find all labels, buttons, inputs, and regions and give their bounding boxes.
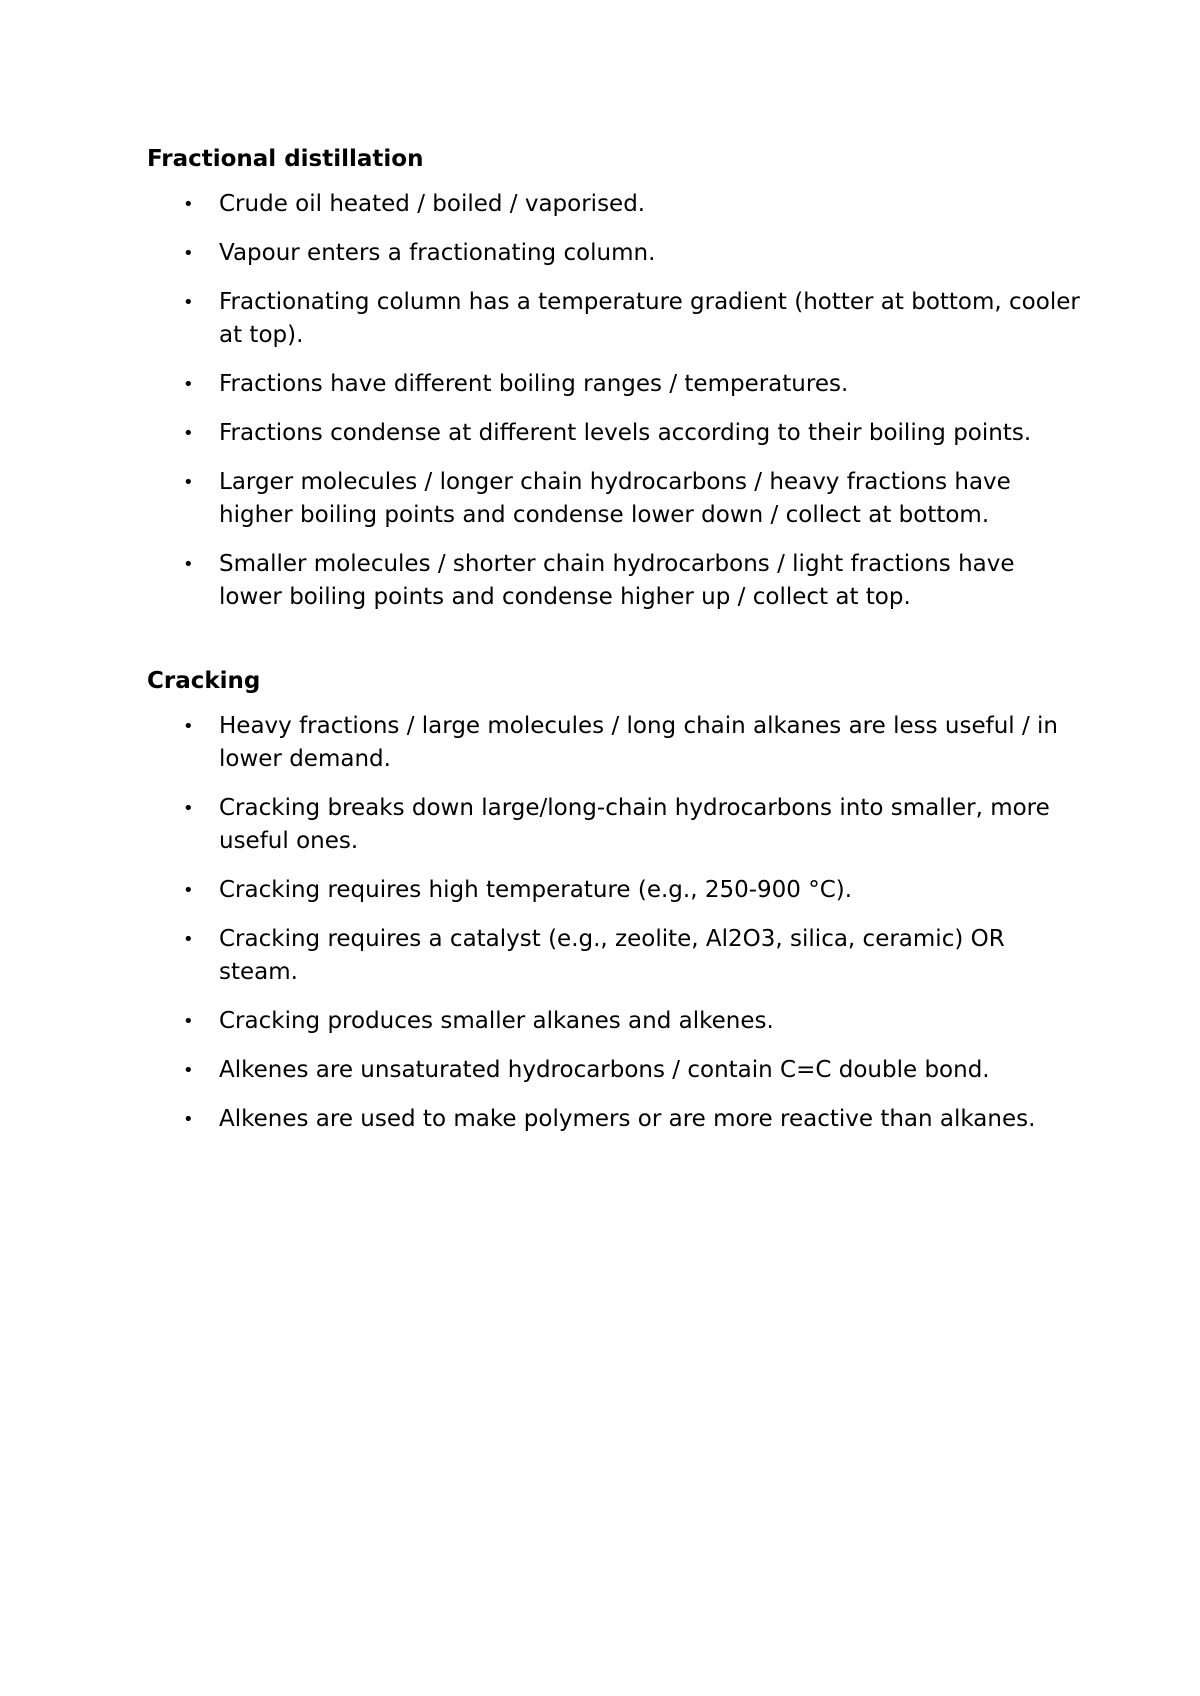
bullet-icon: • xyxy=(183,716,194,737)
bullet-icon: • xyxy=(183,472,194,493)
list-item-text: Cracking produces smaller alkanes and alkenes. xyxy=(219,1008,774,1034)
bullet-icon: • xyxy=(183,243,194,264)
list-item-text: Fractionating column has a temperature gradient (hotter at bottom, cooler at top). xyxy=(219,289,1080,348)
bullet-icon: • xyxy=(183,554,194,575)
bullet-icon: • xyxy=(183,1060,194,1081)
list-item xyxy=(147,417,1082,450)
list-item-text: Larger molecules / longer chain hydrocarbons / heavy fractions have higher boiling points and condense lower down / collect at bottom. xyxy=(219,469,1011,528)
list-item xyxy=(147,1054,1082,1087)
list-item-text: Crude oil heated / boiled / vaporised. xyxy=(219,191,646,217)
list-item-text: Fractions have different boiling ranges / temperatures. xyxy=(219,371,849,397)
list-item xyxy=(147,874,1082,907)
list-item xyxy=(147,548,1082,614)
section-fractional-distillation xyxy=(147,140,1082,614)
list-item xyxy=(147,792,1082,858)
bullet-icon: • xyxy=(183,423,194,444)
list-item xyxy=(147,1005,1082,1038)
list-item xyxy=(147,237,1082,270)
bullet-icon: • xyxy=(183,929,194,950)
list-item xyxy=(147,923,1082,989)
bullet-icon: • xyxy=(183,880,194,901)
section-heading: Cracking xyxy=(147,668,261,694)
list-item-text: Vapour enters a fractionating column. xyxy=(219,240,656,266)
list-item-text: Cracking requires a catalyst (e.g., zeolite, Al2O3, silica, ceramic) OR steam. xyxy=(219,926,1005,985)
list-item xyxy=(147,188,1082,221)
list-item-text: Alkenes are unsaturated hydrocarbons / contain C=C double bond. xyxy=(219,1057,990,1083)
document-content xyxy=(147,140,1082,1136)
section-heading: Fractional distillation xyxy=(147,146,424,172)
list-item xyxy=(147,710,1082,776)
list-item xyxy=(147,368,1082,401)
bullet-list xyxy=(147,188,1082,614)
bullet-icon: • xyxy=(183,798,194,819)
list-item xyxy=(147,1103,1082,1136)
bullet-icon: • xyxy=(183,292,194,313)
bullet-icon: • xyxy=(183,374,194,395)
bullet-icon: • xyxy=(183,1109,194,1130)
bullet-icon: • xyxy=(183,194,194,215)
list-item-text: Smaller molecules / shorter chain hydrocarbons / light fractions have lower boiling points and condense higher up / collect at top. xyxy=(219,551,1015,610)
bullet-list xyxy=(147,710,1082,1136)
list-item-text: Heavy fractions / large molecules / long chain alkanes are less useful / in lower demand. xyxy=(219,713,1059,772)
list-item xyxy=(147,286,1082,352)
list-item-text: Alkenes are used to make polymers or are more reactive than alkanes. xyxy=(219,1106,1036,1132)
list-item-text: Fractions condense at different levels according to their boiling points. xyxy=(219,420,1032,446)
list-item-text: Cracking breaks down large/long-chain hydrocarbons into smaller, more useful ones. xyxy=(219,795,1050,854)
section-cracking xyxy=(147,662,1082,1136)
list-item-text: Cracking requires high temperature (e.g., 250-900 °C). xyxy=(219,877,853,903)
list-item xyxy=(147,466,1082,532)
bullet-icon: • xyxy=(183,1011,194,1032)
